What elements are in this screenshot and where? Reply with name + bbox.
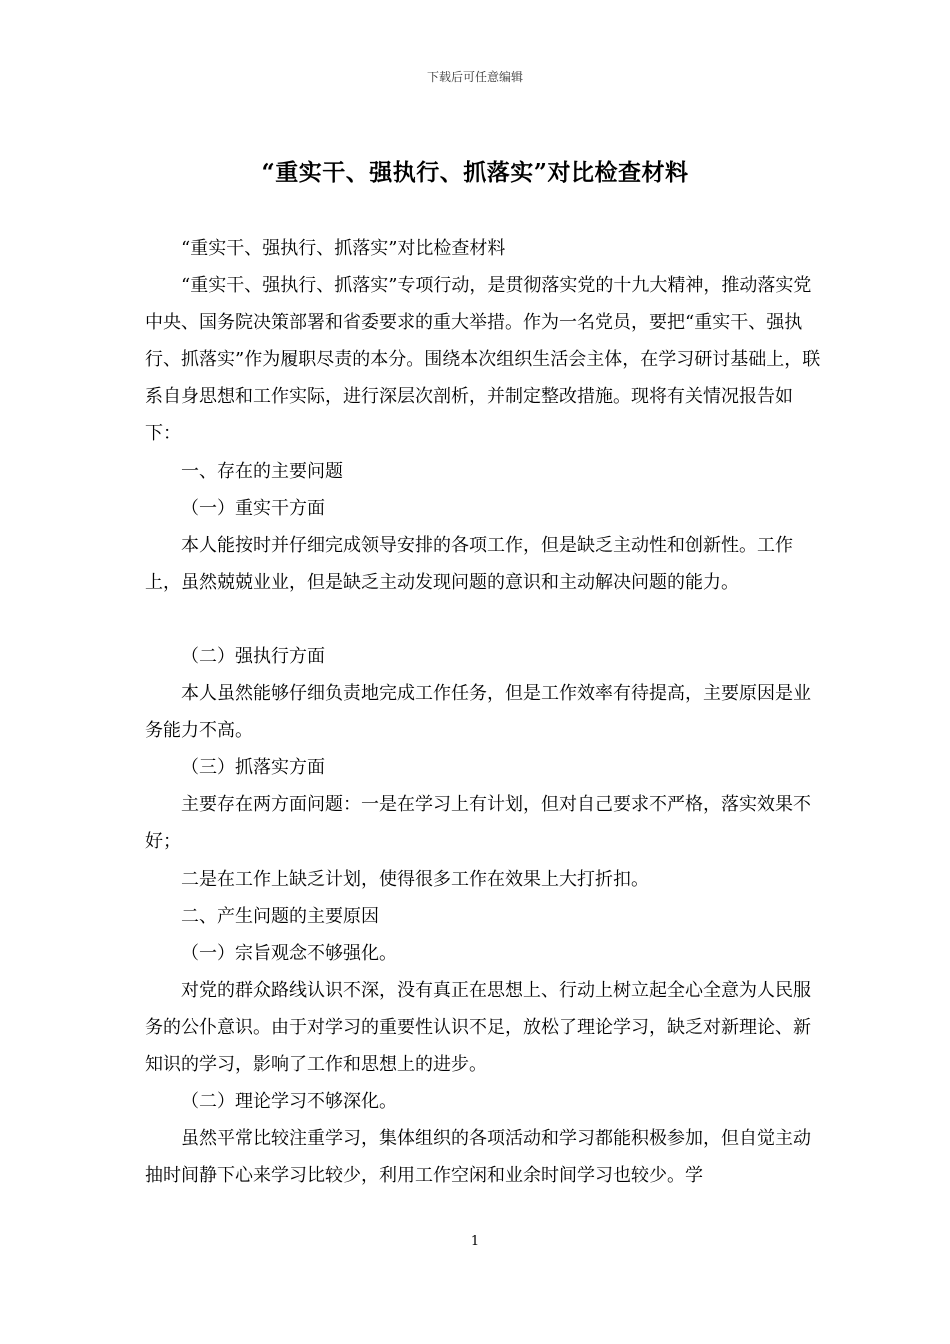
paragraph: 本人虽然能够仔细负责地完成工作任务，但是工作效率有待提高，主要原因是业务能力不高。	[145, 683, 811, 742]
subsection-heading: （一）重实干方面	[181, 497, 325, 519]
subsection-heading: （三）抓落实方面	[181, 757, 325, 779]
paragraph: 主要存在两方面问题：一是在学习上有计划，但对自己要求不严格，落实效果不好；	[145, 794, 811, 853]
page-header: 下载后可任意编辑	[426, 70, 523, 84]
page-number: 1	[470, 1234, 480, 1249]
paragraph: 二是在工作上缺乏计划，使得很多工作在效果上大打折扣。	[181, 868, 649, 890]
section-heading-problems: 一、存在的主要问题	[181, 460, 343, 482]
paragraph-subtitle: “重实干、强执行、抓落实”对比检查材料	[181, 238, 506, 259]
subsection-heading: （二）理论学习不够深化。	[181, 1091, 397, 1113]
document-body	[145, 230, 825, 1194]
subsection-heading: （二）强执行方面	[181, 645, 325, 667]
section-heading-causes: 二、产生问题的主要原因	[181, 905, 379, 927]
paragraph: 虽然平常比较注重学习，集体组织的各项活动和学习都能积极参加，但自觉主动抽时间静下心来学习比较少，利用工作空闲和业余时间学习也较少。学	[145, 1128, 811, 1187]
document-title: “重实干、强执行、抓落实”对比检查材料	[261, 159, 689, 186]
subsection-heading: （一）宗旨观念不够强化。	[181, 942, 397, 964]
paragraph: 对党的群众路线认识不深，没有真正在思想上、行动上树立起全心全意为人民服务的公仆意识。由于对学习的重要性认识不足，放松了理论学习，缺乏对新理论、新知识的学习，影响了工作和思想上的进步。	[145, 979, 811, 1075]
paragraph-intro: “重实干、强执行、抓落实”专项行动，是贯彻落实党的十九大精神，推动落实党中央、国务院决策部署和省委要求的重大举措。作为一名党员，要把“重实干、强执行、抓落实”作为履职尽责的本分。围绕本次组织生活会主体，在学习研讨基础上，联系自身思想和工作实际，进行深层次剖析，并制定整改措施。现将有关情况报告如下：	[145, 275, 821, 445]
paragraph: 本人能按时并仔细完成领导安排的各项工作，但是缺乏主动性和创新性。工作上，虽然兢兢业业，但是缺乏主动发现问题的意识和主动解决问题的能力。	[145, 534, 793, 593]
